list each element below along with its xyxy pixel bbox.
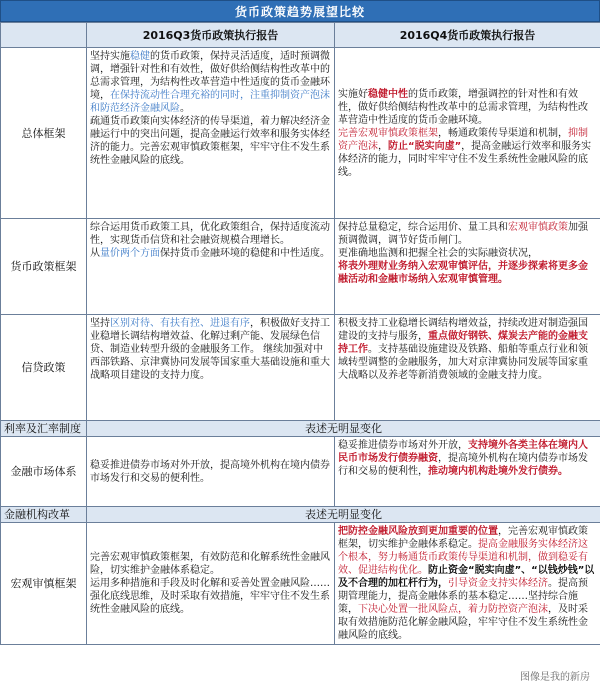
text-seg: 从 [90,248,100,259]
highlight-seg: 支持境外各类主体在境内人民币市场发行债券融资 [338,440,588,464]
text-seg: ，提高金融运行效率和服务实体经济的能力，同时牢牢守住不发生系统性金融风险的底线。 [338,140,592,178]
text-seg: ，提高境外机构在境内债券市场发行和交易的便利性， [338,453,588,477]
macro-q3-para2: 运用多种措施和手段及时化解和妥善处置金融风险……强化底线思维，及时采取有效措施，牢牢守住不发生系统性金融风险的底线。 [90,578,330,615]
cell-monetary-q4 [335,219,600,315]
market-q3-para: 稳妥推进债券市场对外开放，提高境外机构在境内债券市场发行和交易的便利性。 [90,459,330,484]
text-seg: 稳妥推进债券市场对外开放， [338,440,468,451]
cell-market-q3 [87,437,335,507]
highlight-seg: 提高金融服务实体经济这个根本，努力畅通货币政策传导渠道和机制，做到稳妥有效、促进结构优化。 [338,539,588,576]
highlight-seg: 宏观审慎政策 [508,222,568,233]
highlight-seg: 把防控金融风险放到更加重要的位置 [338,526,498,537]
text-seg: ，及时采取有效措施防范化解金融风险，牢牢守住不发生系统性金融风险的底线。 [338,604,588,641]
market-q4-para [338,439,597,478]
text-seg: ，畅通政策传导渠道和机制， [438,127,568,139]
row-label-macro: 宏观审慎框架 [1,523,87,645]
overall-q4-para2 [338,127,597,179]
monetary-q3-para2 [90,247,331,260]
cell-credit-q4 [335,315,600,421]
reform-section-value: 表述无明显变化 [87,507,600,523]
text-seg: 的货币政策，保持灵活适度，适时预调微调，增强针对性和有效性，做好供给侧结构性改革中的总需求管理，为结构性改革营造中性适度的货币金融环境， [90,51,330,101]
cell-monetary-q3 [87,219,335,315]
overall-q4-para1 [338,88,597,127]
header-row [1,23,600,48]
header-q3: 2016Q3货币政策执行报告 [87,23,335,48]
row-monetary [1,219,600,315]
watermark: 图像是我的新房 [520,672,590,683]
cell-credit-q3 [87,315,335,421]
text-seg: 防止资金“脱实向虚”、“以钱炒钱”以及不合理的加杠杆行为， [338,565,595,589]
header-blank [1,23,87,48]
highlight-seg: 量价两个方面 [100,248,160,259]
credit-q3-para [90,317,331,382]
highlight-seg: 完善宏观审慎政策框架 [338,127,438,139]
text-seg: 保持总量稳定，综合运用价、量工具和 [338,222,508,233]
cell-market-q4 [335,437,600,507]
row-label-reform: 金融机构改革 [1,507,87,523]
highlight-seg: 稳健中性 [368,88,408,100]
row-label-credit: 信贷政策 [1,315,87,421]
highlight-seg: 区别对待、有扶有控、进退有序 [110,318,250,329]
overall-q3-para1 [90,50,331,115]
row-credit [1,315,600,421]
row-market [1,437,600,507]
text-seg: 加强预调微调，调节好货币闸门。 [338,222,588,246]
highlight-seg: 下决心处置一批风险点，着力防控资产泡沫 [358,604,548,615]
text-seg: ，完善宏观审慎政策框架，切实维护金融体系稳定。 [338,526,588,550]
credit-q4-para [338,317,597,382]
row-label-monetary: 货币政策框架 [1,219,87,315]
text-seg: 。 [180,103,190,114]
row-label-overall: 总体框架 [1,48,87,219]
text-seg: 坚持 [90,318,110,329]
text-seg: 的货币政策，增强调控的针对性和有效性，做好供给侧结构性改革中的总需求管理，为结构性改革营造中性适度的货币金融环境。 [338,88,588,126]
highlight-seg: 推动境内机构赴境外发行债券。 [428,466,568,477]
text-seg: 。支持基础设施建设及铁路、船舶等重点行业和领域转型调整的金融服务，加大对京津冀协同发展等国家重大战略以及养老等新消费领域的金融支持力度。 [338,344,588,381]
highlight-seg: 防止“脱实向虚” [388,140,462,152]
row-rate-section [1,421,600,437]
header-q4: 2016Q4货币政策执行报告 [335,23,600,48]
highlight-seg: 抑制资产泡沫 [338,127,588,152]
row-macro [1,523,600,645]
row-reform-section [1,507,600,523]
monetary-q3-para1: 综合运用货币政策工具，优化政策组合，保持适度流动性，实现货币信贷和社会融资规模合理增长。 [90,222,330,246]
macro-q3-para1: 完善宏观审慎政策框架，有效防范和化解系统性金融风险，切实维护金融体系稳定。 [90,552,330,576]
text-seg: 。提高预期管理能力，提高金融体系的基本稳定……坚持综合施策， [338,578,588,615]
page-title: 货币政策趋势展望比较 [0,0,600,22]
monetary-q4-para2: 更准确地监测和把握全社会的实际融资状况， [338,248,538,259]
highlight-seg: 稳健 [130,51,150,62]
text-seg: 积极支持工业稳增长调结构增效益，持续改进对制造强国建设的支持与服务， [338,318,588,342]
highlight-seg: 在保持流动性合理充裕的同时，注重抑制资产泡沫和防范经济金融风险 [90,90,330,114]
macro-q4-para [338,525,597,642]
monetary-q4-para3: 将表外理财业务纳入宏观审慎评估，并逐步探索将更多金融活动和金融市场纳入宏观审慎管理。 [338,261,588,285]
monetary-q4-para1 [338,221,597,247]
cell-overall-q4 [335,48,600,219]
text-seg: ，积极做好支持工业稳增长调结构增效益、化解过剩产能、发展绿色信贷、制造业转型升级的金融服务工作。 继续加强对中西部铁路、京津冀协同发展等国家重大基础设施和重大战略项目建设的支持力度。 [90,318,330,381]
text-seg: 实施好 [338,88,368,100]
text-seg: 保持货币金融环境的稳健和中性适度。 [160,248,330,259]
cell-overall-q3 [87,48,335,219]
row-label-market: 金融市场体系 [1,437,87,507]
highlight-seg: 引导资金支持实体经济 [448,578,548,589]
overall-q3-para2: 疏通货币政策向实体经济的传导渠道，着力解决经济金融运行中的突出问题，提高金融运行效率和服务实体经济的能力。完善宏观审慎政策框架，牢牢守住不发生系统性金融风险的底线。 [90,116,330,166]
text-seg: 坚持实施 [90,51,130,62]
row-label-rate: 利率及汇率制度 [1,421,87,437]
cell-macro-q3 [87,523,335,645]
row-overall [1,48,600,219]
rate-section-value: 表述无明显变化 [87,421,600,437]
text-seg: ， [378,140,388,152]
highlight-seg: 重点做好钢铁、煤炭去产能的金融支持工作 [338,331,588,355]
cell-macro-q4 [335,523,600,645]
comparison-table [0,22,600,645]
